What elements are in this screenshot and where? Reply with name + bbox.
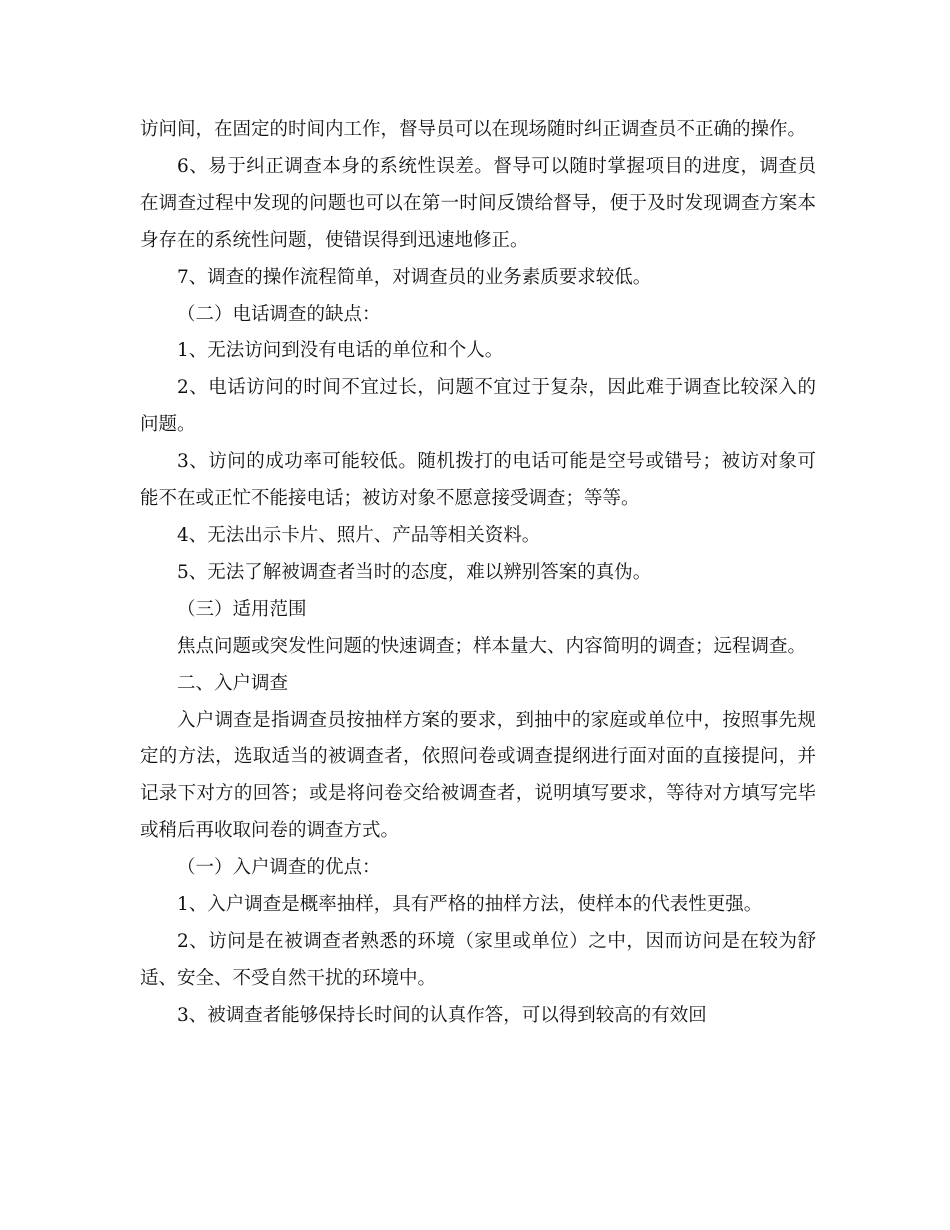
heading-home-survey-advantages: （一）入户调查的优点： <box>177 857 381 879</box>
paragraph-home-survey-definition: 入户调查是指调查员按抽样方案的要求，到抽中的家庭或单位中，按照事先规定的方法，选取适当的被调查者，依照问卷或调查提纲进行面对面的直接提问，并记录下对方的回答；或是将问卷交给被调查者，说明填写要求，等待对方填写完毕或稍后再收取问卷的调查方式。 <box>140 709 816 842</box>
paragraph-advantage-1: 1、入户调查是概率抽样，具有严格的抽样方法，使样本的代表性更强。 <box>177 894 763 916</box>
document-body <box>140 112 816 1035</box>
paragraph-disadvantage-4: 4、无法出示卡片、照片、产品等相关资料。 <box>177 524 541 546</box>
paragraph-scope: 焦点问题或突发性问题的快速调查；样本量大、内容简明的调查；远程调查。 <box>177 635 807 657</box>
paragraph-advantage-3: 3、被调查者能够保持长时间的认真作答，可以得到较高的有效回 <box>177 1004 707 1026</box>
paragraph-disadvantage-3: 3、访问的成功率可能较低。随机拨打的电话可能是空号或错号；被访对象可能不在或正忙不能接电话；被访对象不愿意接受调查；等等。 <box>140 451 816 510</box>
heading-phone-survey-disadvantages: （二）电话调查的缺点： <box>177 303 381 325</box>
paragraph-advantage-2: 2、访问是在被调查者熟悉的环境（家里或单位）之中，因而访问是在较为舒适、安全、不受自然干扰的环境中。 <box>140 930 816 989</box>
paragraph-disadvantage-1: 1、无法访问到没有电话的单位和个人。 <box>177 340 504 362</box>
heading-home-survey: 二、入户调查 <box>177 672 289 694</box>
paragraph-disadvantage-2: 2、电话访问的时间不宜过长，问题不宜过于复杂，因此难于调查比较深入的问题。 <box>140 377 816 436</box>
heading-scope: （三）适用范围 <box>177 598 307 620</box>
paragraph-disadvantage-5: 5、无法了解被调查者当时的态度，难以辨别答案的真伪。 <box>177 561 652 583</box>
paragraph-point-6: 6、易于纠正调查本身的系统性误差。督导可以随时掌握项目的进度，调查员在调查过程中发现的问题也可以在第一时间反馈给督导，便于及时发现调查方案本身存在的系统性问题，使错误得到迅速地修正。 <box>140 155 816 251</box>
paragraph-continuation: 访问间，在固定的时间内工作，督导员可以在现场随时纠正调查员不正确的操作。 <box>140 119 807 140</box>
paragraph-point-7: 7、调查的操作流程简单，对调查员的业务素质要求较低。 <box>177 266 652 288</box>
